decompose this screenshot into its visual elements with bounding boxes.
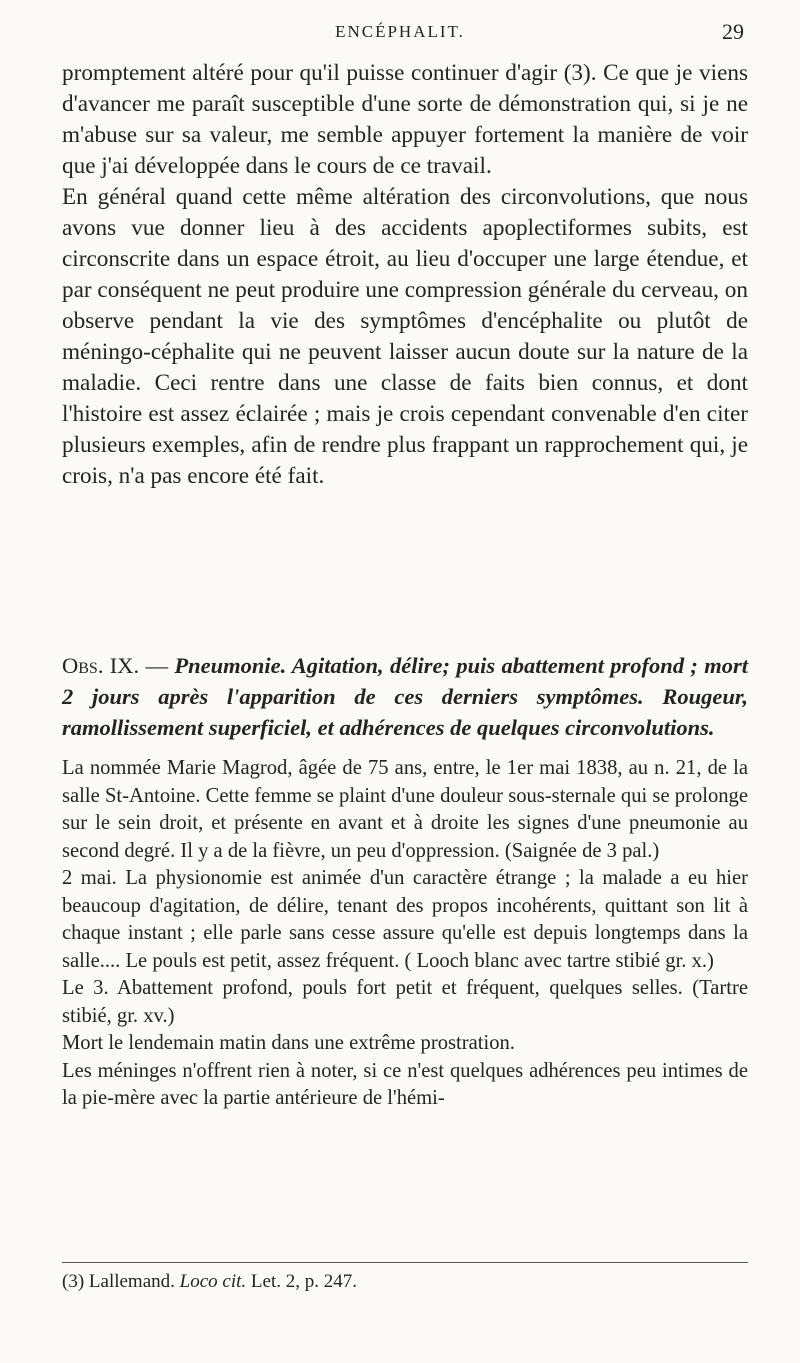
case-paragraph: Mort le lendemain matin dans une extrême prostration. bbox=[62, 1032, 515, 1054]
observation-heading bbox=[62, 650, 748, 743]
observation-title: Pneumonie. Agitation, délire; puis abattement profond ; mort 2 jours après l'apparition de ces derniers symptômes. Rougeur, ramollissement superficiel, et adhérences de quelques circonvolutions. bbox=[62, 653, 749, 740]
footnote-divider bbox=[62, 1262, 748, 1263]
case-text bbox=[62, 755, 748, 1113]
page-number: 29 bbox=[722, 19, 744, 44]
case-paragraph: 2 mai. La physionomie est animée d'un caractère étrange ; la malade a eu hier beaucoup d'agitation, de délire, tenant des propos incohérents, quittant son lit à chaque instant ; elle parle sans cesse assure qu'elle est depuis longtemps dans la salle.... Le pouls est petit, assez fréquent. ( Looch blanc avec tartre stibié gr. x.) bbox=[62, 867, 748, 972]
footnote bbox=[62, 1270, 748, 1294]
footnote-source: Loco cit. bbox=[179, 1271, 247, 1292]
case-paragraph: La nommée Marie Magrod, âgée de 75 ans, entre, le 1er mai 1838, au n. 21, de la salle St-Antoine. Cette femme se plaint d'une douleur sous-sternale qui se prolonge sur le sein droit, et présente en avant et à droite les signes d'une pneumonie au second degré. Il y a de la fièvre, un peu d'oppression. (Saignée de 3 pal.) bbox=[62, 757, 748, 862]
observation-label: Obs. IX. — bbox=[62, 653, 169, 678]
footnote-author: Lallemand. bbox=[88, 1271, 175, 1292]
running-head bbox=[0, 19, 800, 52]
case-paragraph: Le 3. Abattement profond, pouls fort petit et fréquent, quelques selles. (Tartre stibié, gr. xv.) bbox=[62, 977, 748, 1027]
body-text bbox=[62, 58, 748, 492]
paragraph: En général quand cette même altération des circonvolutions, que nous avons vue donner lieu à des accidents apoplectiformes subits, est circonscrite dans un espace étroit, au lieu d'occuper une large étendue, et par conséquent ne peut produire une compression générale du cerveau, on observe pendant la vie des symptômes d'encéphalite ou plutôt de méningo-céphalite qui ne peuvent laisser aucun doute sur la nature de la maladie. Ceci rentre dans une classe de faits bien connus, et dont l'histoire est assez éclairée ; mais je crois cependant convenable d'en citer plusieurs exemples, afin de rendre plus frappant un rapprochement qui, je crois, n'a pas encore été fait. bbox=[62, 184, 748, 489]
running-title: ENCÉPHALIT. bbox=[335, 22, 465, 41]
footnote-marker: (3) bbox=[62, 1271, 85, 1292]
paragraph: promptement altéré pour qu'il puisse continuer d'agir (3). Ce que je viens d'avancer me paraît susceptible d'une sorte de démonstration qui, si je ne m'abuse sur sa valeur, me semble appuyer fortement la manière de voir que j'ai développée dans le cours de ce travail. bbox=[62, 60, 748, 179]
case-paragraph: Les méninges n'offrent rien à noter, si ce n'est quelques adhérences peu intimes de la pie-mère avec la partie antérieure de l'hémi- bbox=[62, 1059, 748, 1109]
footnote-reference: Let. 2, p. 247. bbox=[250, 1271, 357, 1292]
